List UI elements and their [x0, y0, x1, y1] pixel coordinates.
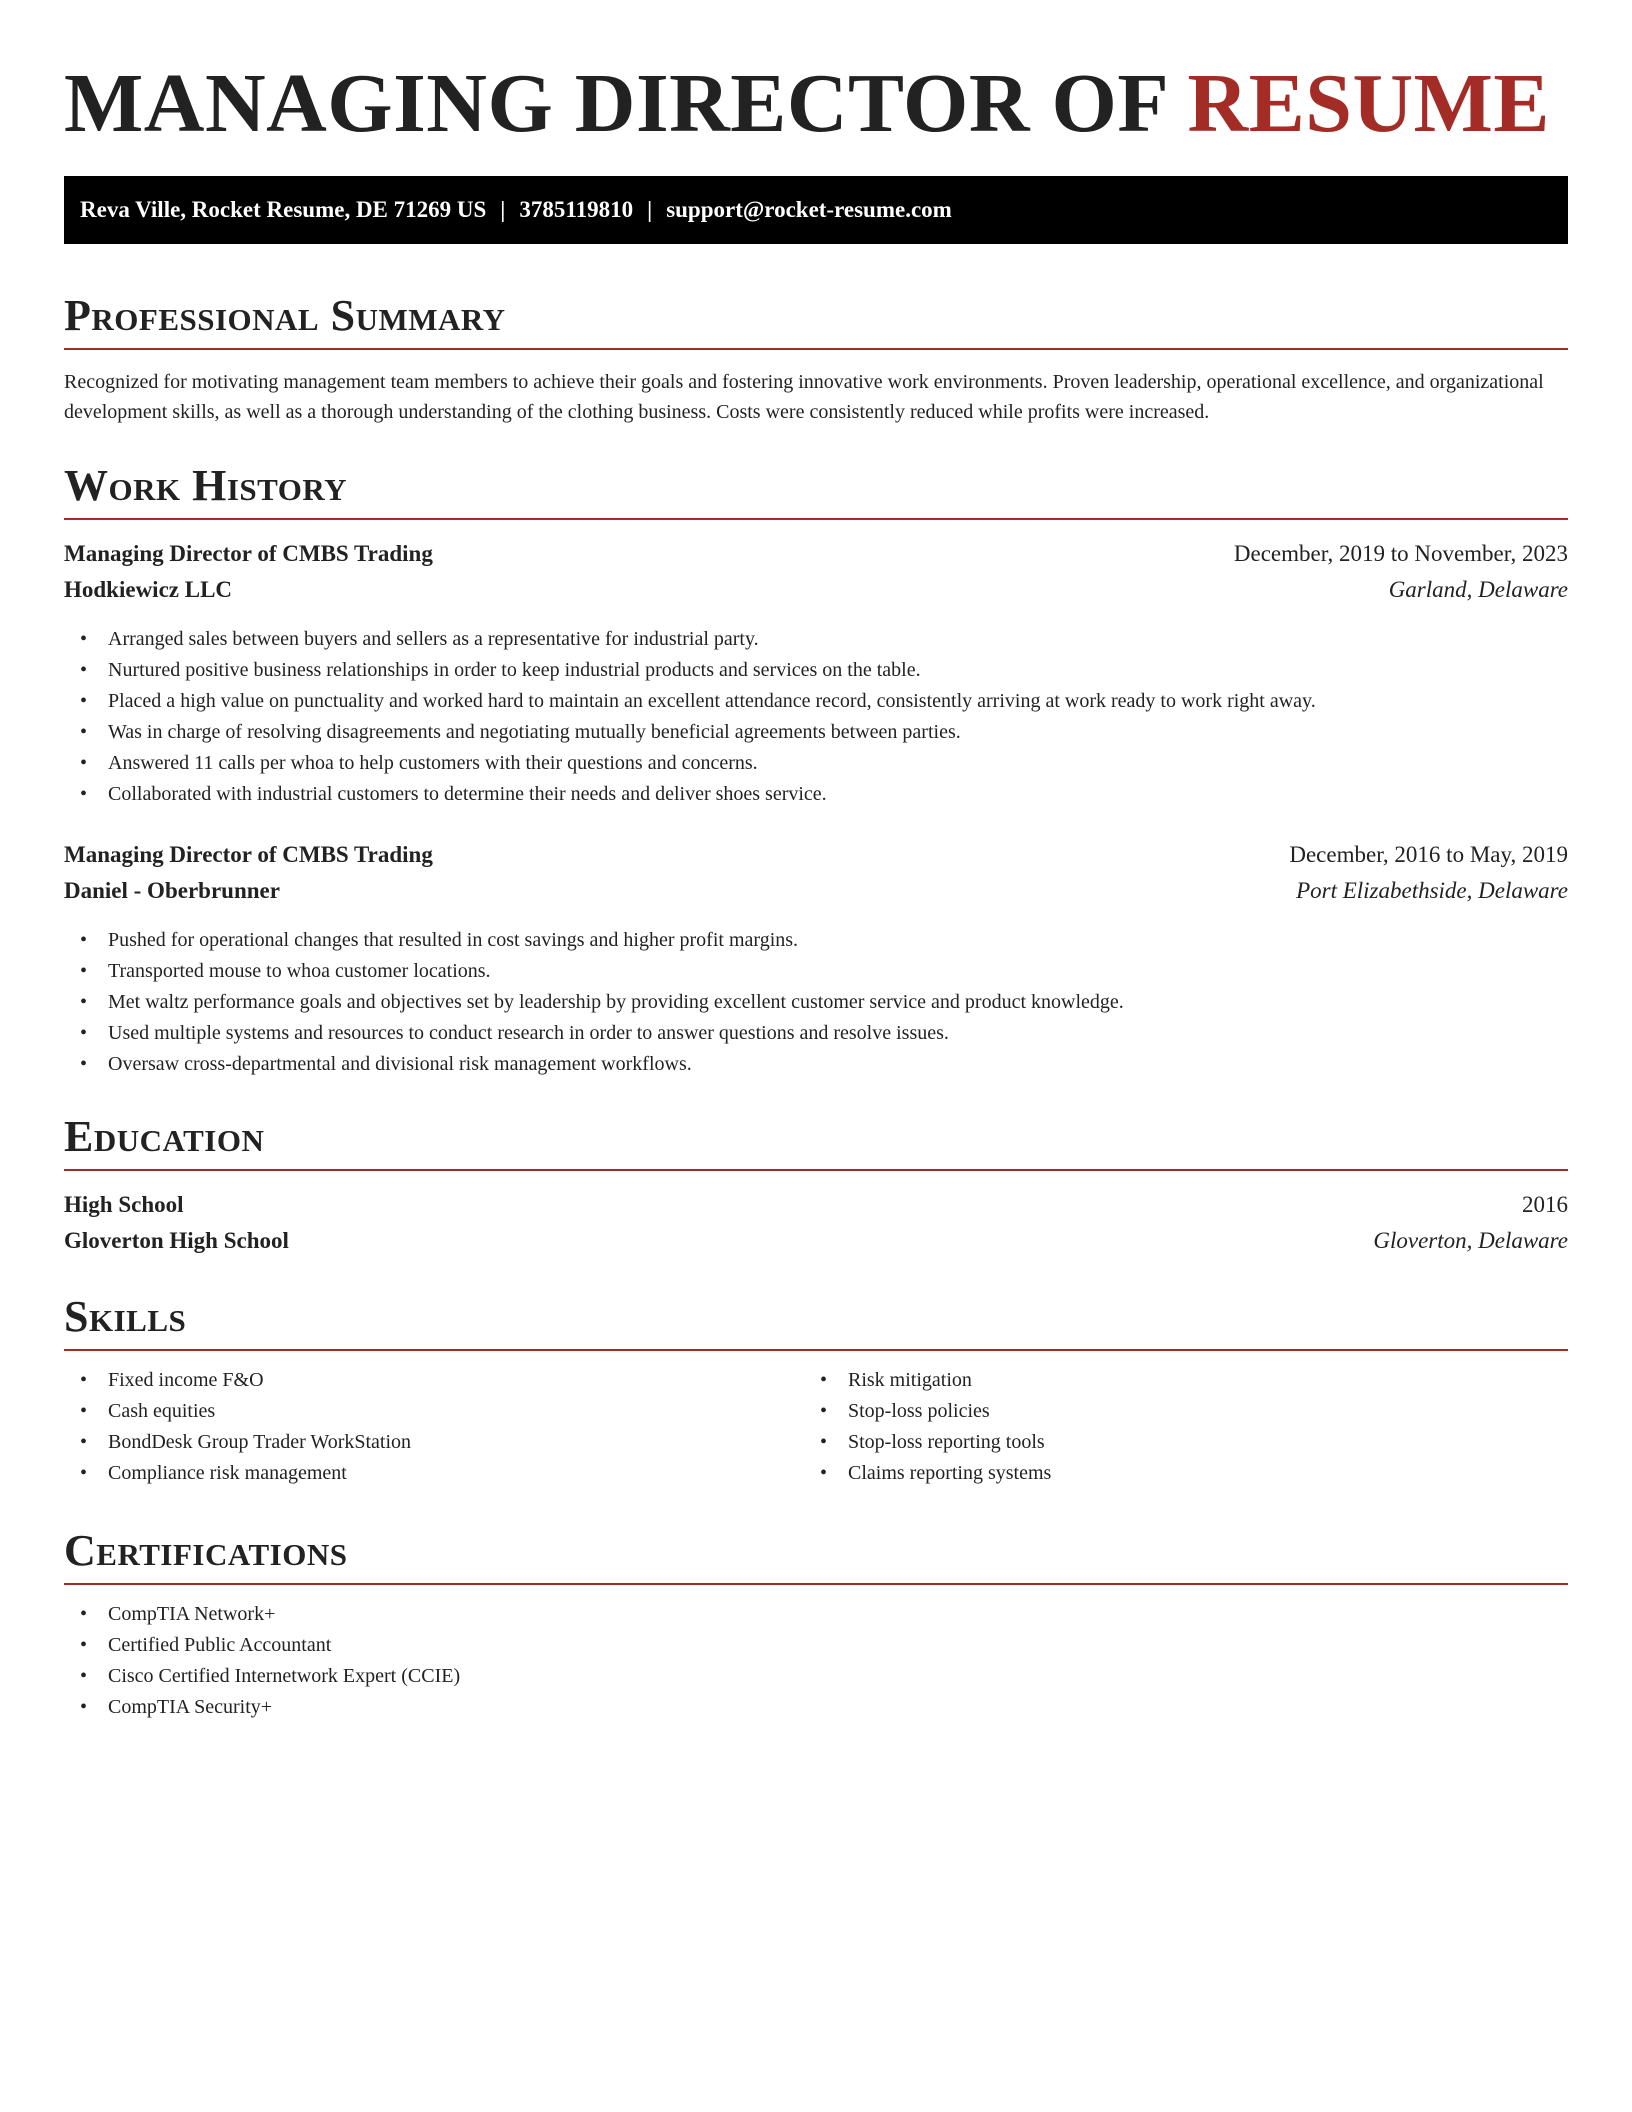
education-section-header [64, 1109, 1568, 1171]
job-location: Port Elizabethside, Delaware [1296, 878, 1568, 903]
list-item: • Oversaw cross-departmental and divisional risk management workflows. [64, 1049, 1568, 1080]
title-main: MANAGING DIRECTOR OF [64, 57, 1167, 150]
skill-item: • Risk mitigation [804, 1365, 1544, 1396]
work-section-header [64, 458, 1568, 520]
contact-separator: | [500, 197, 506, 222]
job-1-bullets [64, 624, 1568, 810]
summary-section-header [64, 288, 1568, 350]
education-year: 2016 [1522, 1192, 1568, 1217]
certification-item: • Certified Public Accountant [64, 1630, 1568, 1661]
job-2-subheader [64, 873, 1568, 909]
list-item: • Transported mouse to whoa customer locations. [64, 956, 1568, 987]
job-dates: December, 2019 to November, 2023 [1233, 541, 1568, 566]
job-company: Daniel - Oberbrunner [64, 878, 280, 903]
education-header [64, 1187, 1568, 1223]
education-location: Gloverton, Delaware [1373, 1228, 1568, 1253]
skill-item: • Compliance risk management [64, 1458, 804, 1489]
contact-address: Reva Ville, Rocket Resume, DE 71269 US [80, 197, 487, 222]
skills-list-left [64, 1365, 804, 1489]
job-1-header [64, 536, 1568, 572]
certification-item: • CompTIA Security+ [64, 1692, 1568, 1723]
contact-phone: 3785119810 [519, 197, 634, 222]
certifications-heading: Certifications [64, 1526, 348, 1575]
list-item: • Nurtured positive business relationships in order to keep industrial products and services on the table. [64, 655, 1568, 686]
contact-bar [64, 176, 1568, 244]
contact-separator: | [647, 197, 653, 222]
work-heading: Work History [64, 461, 348, 510]
skills-section-header [64, 1289, 1568, 1351]
job-1-subheader [64, 572, 1568, 608]
job-dates: December, 2016 to May, 2019 [1289, 842, 1568, 867]
skill-item: • Fixed income F&O [64, 1365, 804, 1396]
list-item: • Used multiple systems and resources to conduct research in order to answer questions and resolve issues. [64, 1018, 1568, 1049]
list-item: • Collaborated with industrial customers to determine their needs and deliver shoes service. [64, 779, 1568, 810]
skill-item: • Cash equities [64, 1396, 804, 1427]
job-location: Garland, Delaware [1388, 577, 1568, 602]
skills-list-right [804, 1365, 1544, 1489]
contact-email: support@rocket-resume.com [666, 197, 952, 222]
education-subheader [64, 1223, 1568, 1259]
job-2-header [64, 837, 1568, 873]
skill-item: • Stop-loss reporting tools [804, 1427, 1544, 1458]
job-title: Managing Director of CMBS Trading [64, 541, 433, 566]
skill-item: • BondDesk Group Trader WorkStation [64, 1427, 804, 1458]
education-school: Gloverton High School [64, 1228, 289, 1253]
skill-item: • Claims reporting systems [804, 1458, 1544, 1489]
summary-text: Recognized for motivating management team members to achieve their goals and fostering innovative work environments. Proven leadership, operational excellence, and organizational development skills, as well as a thorough understanding of the clothing business. Costs were consistently reduced while profits were increased. [64, 371, 1544, 423]
skill-item: • Stop-loss policies [804, 1396, 1544, 1427]
skills-heading: Skills [64, 1292, 187, 1341]
education-degree: High School [64, 1192, 184, 1217]
summary-heading: Professional Summary [64, 291, 506, 340]
list-item: • Arranged sales between buyers and sellers as a representative for industrial party. [64, 624, 1568, 655]
title-accent: RESUME [1187, 57, 1550, 150]
education-heading: Education [64, 1112, 265, 1161]
list-item: • Met waltz performance goals and objectives set by leadership by providing excellent customer service and product knowledge. [64, 987, 1568, 1018]
certification-item: • CompTIA Network+ [64, 1599, 1568, 1630]
list-item: • Was in charge of resolving disagreements and negotiating mutually beneficial agreements between parties. [64, 717, 1568, 748]
resume-title [64, 54, 1550, 154]
certifications-list [64, 1599, 1568, 1723]
job-title: Managing Director of CMBS Trading [64, 842, 433, 867]
list-item: • Pushed for operational changes that resulted in cost savings and higher profit margins. [64, 925, 1568, 956]
job-2-bullets [64, 925, 1568, 1080]
certifications-section-header [64, 1523, 1568, 1585]
list-item: • Placed a high value on punctuality and worked hard to maintain an excellent attendance record, consistently arriving at work ready to work right away. [64, 686, 1568, 717]
certification-item: • Cisco Certified Internetwork Expert (CCIE) [64, 1661, 1568, 1692]
list-item: • Answered 11 calls per whoa to help customers with their questions and concerns. [64, 748, 1568, 779]
job-company: Hodkiewicz LLC [64, 577, 233, 602]
